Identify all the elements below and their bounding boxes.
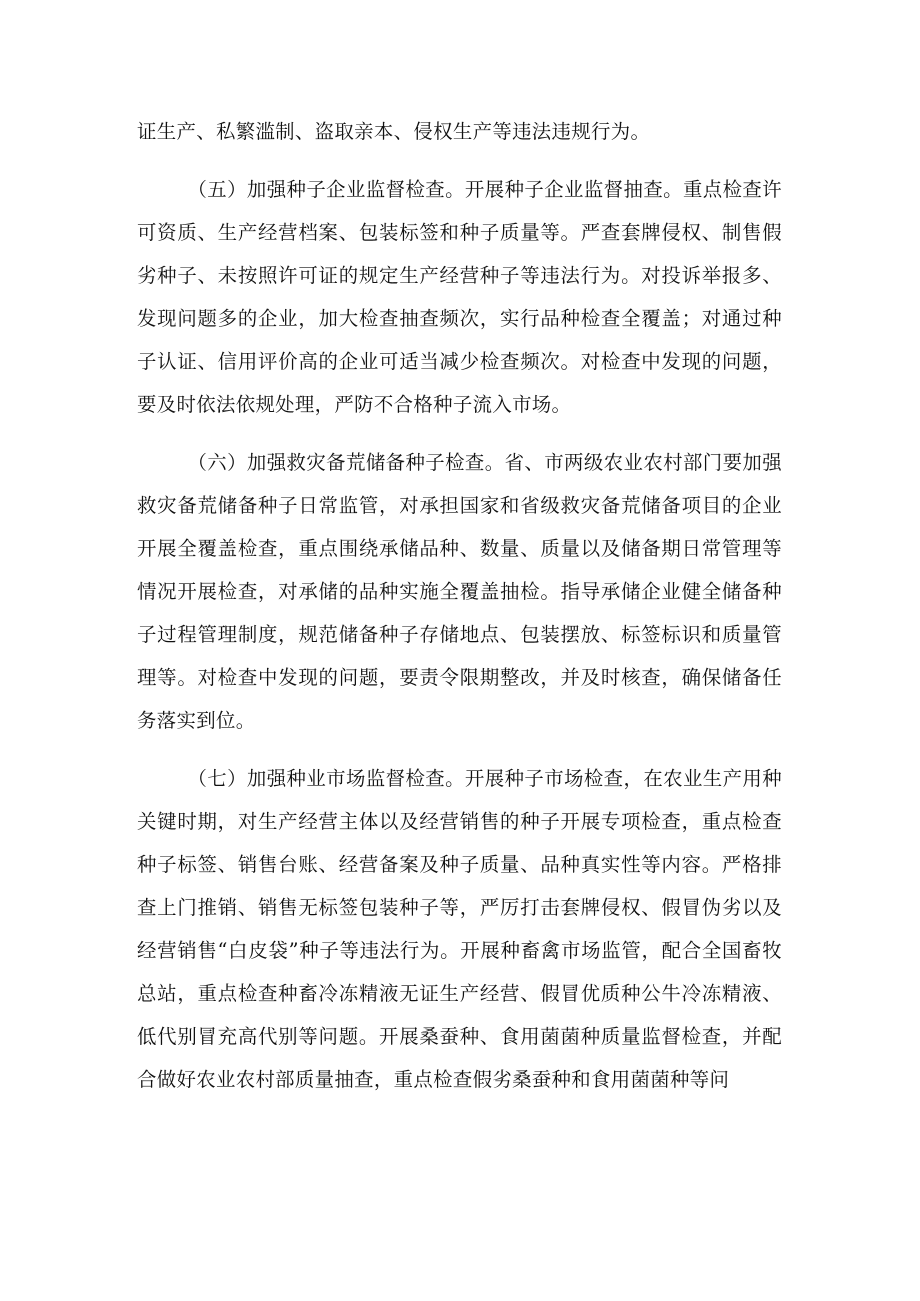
- paragraph-section-7: （七）加强种业市场监督检查。开展种子市场检查，在农业生产用种关键时期，对生产经营主体以及经营销售的种子开展专项检查，重点检查种子标签、销售台账、经营备案及种子质量、品种真实性等内容。严格排查上门推销、销售无标签包装种子等，严厉打击套牌侵权、假冒伪劣以及经营销售“白皮袋”种子等违法行为。开展种畜禽市场监管，配合全国畜牧总站，重点检查种畜冷冻精液无证生产经营、假冒优质种公牛冷冻精液、低代别冒充高代别等问题。开展桑蚕种、食用菌菌种质量监督检查，并配合做好农业农村部质量抽查，重点检查假劣桑蚕种和食用菌菌种等问: [137, 767, 782, 1091]
- document-body: [137, 110, 782, 1116]
- paragraph-continuation: 证生产、私繁滥制、盗取亲本、侵权生产等违法违规行为。: [137, 120, 651, 143]
- paragraph-section-5: （五）加强种子企业监督检查。开展种子企业监督抽查。重点检查许可资质、生产经营档案、包装标签和种子质量等。严查套牌侵权、制售假劣种子、未按照许可证的规定生产经营种子等违法行为。对投诉举报多、发现问题多的企业，加大检查抽查频次，实行品种检查全覆盖；对通过种子认证、信用评价高的企业可适当减少检查频次。对检查中发现的问题，要及时依法依规处理，严防不合格种子流入市场。: [137, 178, 782, 416]
- paragraph-section-6: （六）加强救灾备荒储备种子检查。省、市两级农业农村部门要加强救灾备荒储备种子日常监管，对承担国家和省级救灾备荒储备项目的企业开展全覆盖检查，重点围绕承储品种、数量、质量以及储备期日常管理等情况开展检查，对承储的品种实施全覆盖抽检。指导承储企业健全储备种子过程管理制度，规范储备种子存储地点、包装摆放、标签标识和质量管理等。对检查中发现的问题，要责令限期整改，并及时核查，确保储备任务落实到位。: [137, 451, 782, 732]
